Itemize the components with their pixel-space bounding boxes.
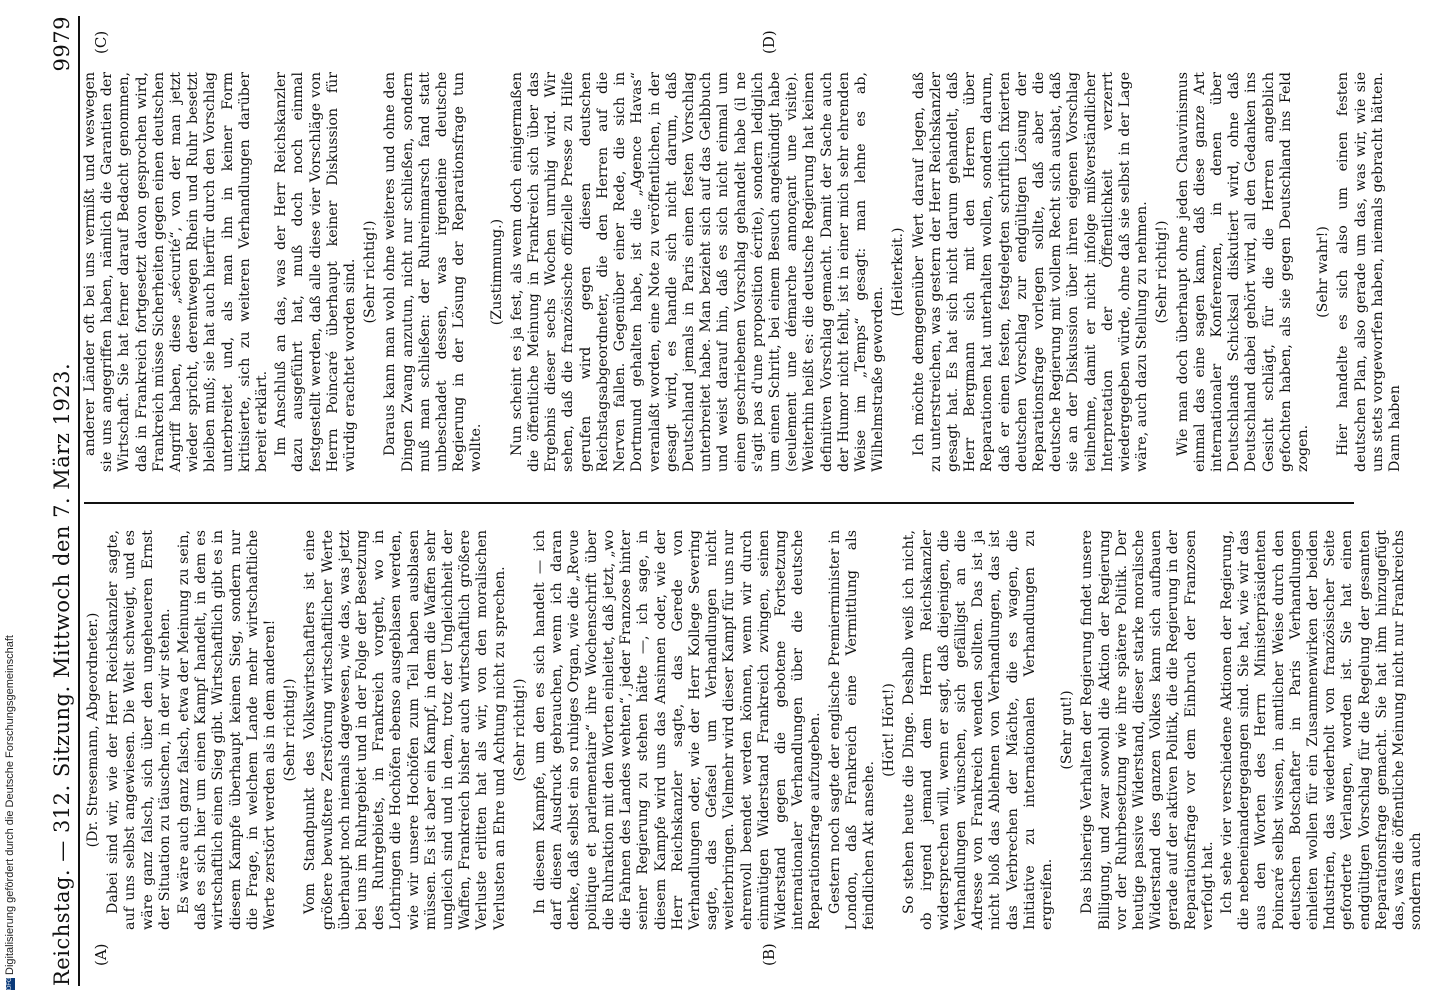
interjection: (Sehr richtig!) [282,678,299,782]
paragraph: Gestern noch sagte der englische Premierminister in London, daß Frankreich eine Vermittlung als feindlichen Akt ansehe. [826,530,877,930]
paragraph: Vom Standpunkt des Volkswirtschaftlers ist eine größere bewußtere Zerstörung wirtschaftlicher Werte überhaupt noch niemals dagewesen, wie das, was jetzt bei uns im Ruhrgebiet und in der Folge der Besetzung des Ruhrgebiets, in Frankreich vorgeht, wo in Lothringen die Hochöfen ebenso ausgeblasen werden, wie wir unsere Hochöfen zum Teil haben ausblasen müssen. Es ist aber ein Kampf, in dem die Waffen sehr ungleich sind und in dem, trotz der Ungleichheit der Waffen, Frankreich bisher auch wirtschaftlich größere Verluste erlitten hat als wir, von den moralischen Verlusten an Ehre und Achtung nicht zu sprechen. [302,530,508,930]
paragraph: In diesem Kampfe, um den es sich handelt — ich darf diesen Ausdruck gebrauchen, wenn ich daran denke, daß selbst ein so ruhiges Organ, wie die „Revue politique et parlementaire“ ihre Wochenschrift über die Ruhraktion mit den Worten einleitet, daß jetzt, „wo die Fahnen des Landes wehten“, jeder Franzose hinter seiner Regierung zu stehen hätte —, ich sage, in diesem Kampfe wird uns das Ansinnen oder, wie der Herr Reichskanzler sagte, das Gerede von Verhandlungen oder, wie der Herr Kollege Severing sagte, das Gefasel um Verhandlungen nicht weiterbringen. Vielmehr wird dieser Kampf für uns nur ehrenvoll beendet werden können, wenn wir durch einmütigen Widerstand Frankreich zwingen, seinen Widerstand gegen die gebotene Fortsetzung internationaler Verhandlungen über die deutsche Reparationsfrage aufzugeben. [532,530,824,930]
margin-mark-b: (B) [760,943,778,966]
interjection: (Sehr gut!) [1059,690,1076,770]
speaker-label: (Dr. Stresemann, Abgeordneter.) [85,612,101,848]
interjection: (Sehr richtig!) [362,220,379,324]
margin-mark-a: (A) [92,943,110,966]
paragraph: Hier handelte es sich also um einen festen deutschen Plan, also gerade um das, was wir, wie sie uns stets vorgeworfen haben, niemals gebracht hätten. Dann haben [1335,72,1404,472]
right-column [82,72,1404,472]
interjection: (Sehr richtig!) [511,678,528,782]
left-column [82,530,1425,930]
paragraph: Nun scheint es ja fest, als wenn doch einigermaßen die öffentliche Meinung in Frankreich sich über das Ergebnis dieser sechs Wochen unruhig wird. Wir sehen, daß die französische offizielle Presse zu Hilfe gerufen wird gegen diesen deutschen Reichstagsabgeordneter, die den Herren auf die Nerven fallen. Gegenüber einer Rede, die sich in Dortmund gehalten habe, ist die „Agence Havas“ veranlaßt worden, eine Note zu veröffentlichen, in der gesagt wird, es handle sich nicht darum, daß Deutschland jemals in Paris einen festen Vorschlag unterbreitet habe. Man bezieht sich auf das Gelbbuch und weist darauf hin, daß es sich nicht einmal um einen geschriebenen Vorschlag gehandelt habe (il ne s'agit pas d'une proposition écrite), sondern lediglich um einen Schritt, bei einem Besuch angekündigt habe (seulement une démarche annonçant une visite). Weiterhin heißt es: die deutsche Regierung hat keinen definitiven Vorschlag gemacht. Damit der Sache auch der Humor nicht fehlt, ist in einer mich sehr ehrenden Weise im „Temps“ gesagt: man lehne es ab, Wilhelmstraße geworden. [508,72,887,472]
dfg-credit [4,635,16,990]
interjection: (Sehr wahr!) [1315,226,1332,318]
paragraph: Im Anschluß an das, was der Herr Reichskanzler dazu ausgeführt hat, muß doch noch einmal festgestellt werden, daß alle diese vier Vorschläge von Herrn Poincaré überhaupt keiner Diskussion für würdig erachtet worden sind. [273,72,359,472]
paragraph: Daraus kann man wohl ohne weiteres und ohne den Dingen Zwang anzutun, nicht nur schließen, sondern muß man schließen: der Ruhreinmarsch fand statt unbeschadet dessen, was irgendeine deutsche Regierung in der Lösung der Reparationsfrage tun wollte. [382,72,485,472]
interjection: (Hört! Hört!) [881,683,898,777]
paragraph: Das bisherige Verhalten der Regierung findet unsere Billigung, und zwar sowohl die Aktion der Regierung vor der Ruhrbesetzung wie ihre spätere Politik. Der heutige passive Widerstand, dieser starke moralische Widerstand des ganzen Volkes kann sich aufbauen gerade auf der aktiven Politik, die die Regierung in der Reparationsfrage vor dem Einbruch der Franzosen verfolgt hat. [1079,530,1216,930]
interjection: (Zustimmung.) [488,218,505,326]
interjection: (Heiterkeit.) [890,227,907,317]
page-number: 9979 [50,16,74,72]
margin-mark-c: (C) [92,30,110,54]
paragraph: Dabei sind wir, wie der Herr Reichskanzler sagte, auf uns selbst angewiesen. Die Welt schweigt, und es wäre ganz falsch, sich über den ungeheueren Ernst der Situation zu täuschen, in der wir stehen. [105,530,173,930]
header-title: Reichstag. — 312. Sitzung. Mittwoch den 7. März 1923. [50,362,74,986]
paragraph: Es wäre auch ganz falsch, etwa der Meinung zu sein, daß es sich hier um einen Kampf handelt, in dem es wirtschaftlich einen Sieg gibt. Wirtschaftlich gibt es in diesem Kampfe überhaupt keinen Sieg, sondern nur die Frage, in welchem Lande mehr wirtschaftliche Werte zerstört werden als in dem anderen! [176,530,279,930]
dfg-credit-text: Digitalisierung gefördert durch die Deutsche Forschungsgemeinschaft [4,635,16,975]
interjection: (Sehr richtig!) [1154,220,1171,324]
margin-mark-d: (D) [760,30,778,54]
column-divider [84,502,1354,504]
dfg-logo-icon: DFG [6,977,13,990]
paragraph: Wie man doch überhaupt ohne jeden Chauvinismus einmal das eine sagen kann, daß diese ganze Art internationaler Konferenzen, in denen über Deutschlands Schicksal diskutiert wird, ohne daß Deutschland dabei gehört wird, all den Gedanken ins Gesicht schlägt, für die die Herren angeblich gefochten haben, als sie gegen Deutschland ins Feld zogen. [1174,72,1312,472]
page-header [40,16,80,986]
paragraph: Ich sehe vier verschiedene Aktionen der Regierung, die nebeneinandergegangen sind. Sie hat, wie wir das aus den Worten des Herrn Ministerpräsidenten Poincaré selbst wissen, in amtlicher Weise durch den deutschen Botschafter in Paris Verhandlungen einleiten wollen für ein Zusammenwirken der beiden Industrien, das wiederholt von französischer Seite geforderte Verlangen, worden ist. Sie hat einen endgültigen Vorschlag für die Regelung der gesamten Reparationsfrage gemacht. Sie hat ihm hinzugefügt das, was die öffentliche Meinung nicht nur Frankreichs sondern auch [1219,530,1425,930]
paragraph: Ich möchte demgegenüber Wert darauf legen, daß zu unterstreichen, was gestern der Herr Reichskanzler gesagt hat. Es hat sich nicht darum gehandelt, daß Herr Bergmann sich mit den Herren über Reparationen hat unterhalten wollen, sondern darum, daß er einen festen, festgelegten schriftlich fixierten deutschen Vorschlag zur endgültigen Lösung der Reparationsfrage vorlegen sollte, daß aber die deutsche Regierung mit vollem Recht sich ausbat, daß sie an der Diskussion über ihren eigenen Vorschlag teilnehme, damit er nicht infolge mißverständlicher Interpretation der Öffentlichkeit verzerrt wiedergegeben würde, ohne daß sie selbst in der Lage wäre, auch dazu Stellung zu nehmen. [910,72,1151,472]
paragraph: So stehen heute die Dinge. Deshalb weiß ich nicht, ob irgend jemand dem Herrn Reichskanzler widersprechen will, wenn er sagt, daß diejenigen, die Verhandlungen wünschen, sich gefälligst an die Adresse von Frankreich wenden sollten. Das ist ja nicht bloß das Ablehnen von Verhandlungen, das ist das Verbrechen der Mächte, die es wagen, die Initiative zu internationalen Verhandlungen zu ergreifen. [901,530,1055,930]
paragraph: anderer Länder oft bei uns vermißt und weswegen sie uns angegriffen haben, nämlich die Garantien der Wirtschaft. Sie hat ferner darauf Bedacht genommen, daß in Frankreich fortgesetzt davon gesprochen wird, Frankreich müsse Sicherheiten gegen einen deutschen Angriff haben, diese „sécurité“, von der man jetzt wieder spricht, derentwegen Rhein und Ruhr besetzt bleiben muß; sie hat auch hierfür durch den Vorschlag unterbreitet und, als man ihn in keiner Form kritisierte, sich zu weiteren Verhandlungen darüber bereit erklärt. [82,72,271,472]
footer-strip [0,0,20,1000]
